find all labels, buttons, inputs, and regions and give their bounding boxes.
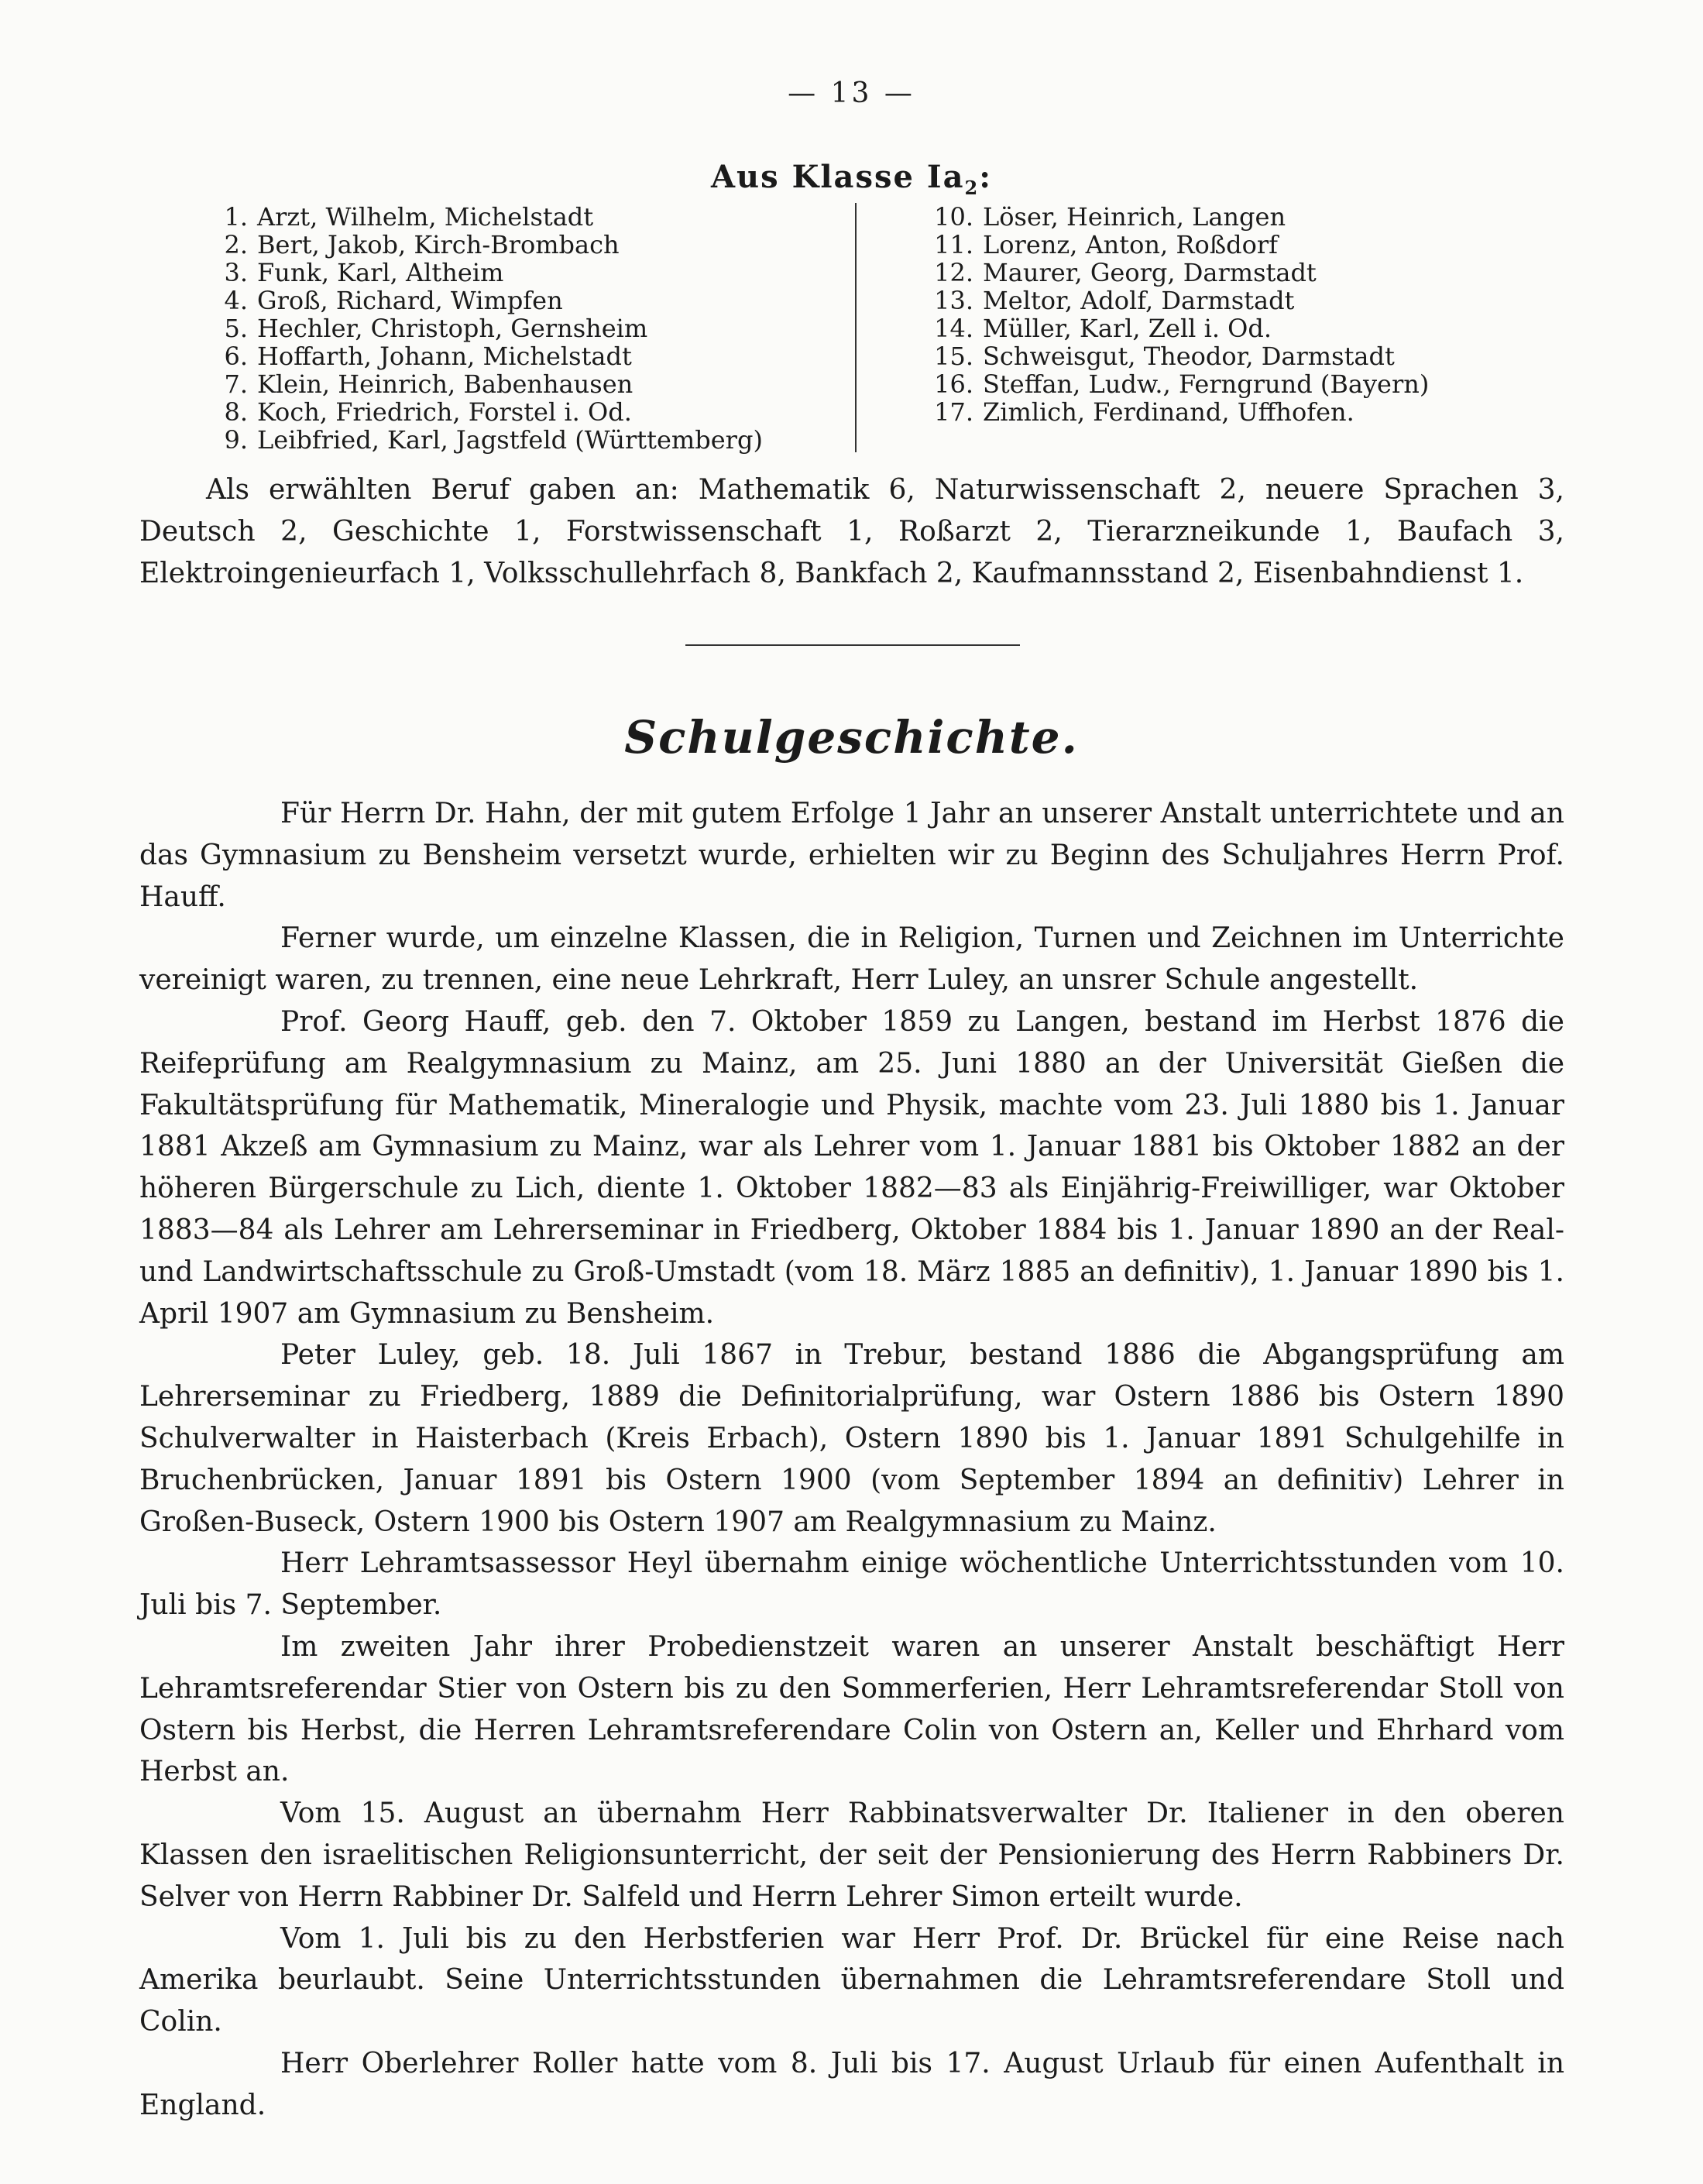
list-item-name: Müller, Karl, Zell i. Od.	[983, 314, 1272, 343]
list-item	[933, 314, 1429, 342]
list-item-name: Klein, Heinrich, Babenhausen	[257, 369, 633, 399]
list-item-name: Koch, Friedrich, Forstel i. Od.	[257, 397, 632, 427]
list-item-number: 5.	[224, 314, 248, 343]
list-item-name: Lorenz, Anton, Roßdorf	[983, 230, 1278, 259]
list-item-number: 3.	[224, 258, 248, 287]
school-history-body	[139, 793, 1564, 2127]
list-item-number: 1.	[224, 202, 248, 232]
list-item	[217, 370, 763, 398]
list-item-number: 7.	[224, 369, 248, 399]
list-item	[933, 287, 1429, 314]
list-item-number: 12.	[934, 258, 973, 287]
list-item-name: Maurer, Georg, Darmstadt	[983, 258, 1317, 287]
list-item-name: Zimlich, Ferdinand, Uffhofen.	[983, 397, 1355, 427]
list-item-number: 4.	[224, 286, 248, 315]
list-item-name: Groß, Richard, Wimpfen	[257, 286, 563, 315]
list-item-name: Arzt, Wilhelm, Michelstadt	[257, 202, 594, 232]
list-item	[217, 231, 763, 259]
class-list-heading-text: Aus Klasse Ia	[711, 159, 965, 195]
list-item	[933, 259, 1429, 287]
list-item-name: Steffan, Ludw., Ferngrund (Bayern)	[983, 369, 1430, 399]
list-item-number: 15.	[934, 342, 973, 371]
student-list-left	[217, 203, 763, 454]
list-item-number: 11.	[934, 230, 973, 259]
paragraph: Für Herrn Dr. Hahn, der mit gutem Erfolge 1 Jahr an unserer Anstalt unterrichtete und an das Gymnasium zu Bensheim versetzt wurde, erhielten wir zu Beginn des Schuljahres Herrn Prof. Hauff.	[139, 798, 1564, 913]
list-item-number: 8.	[224, 397, 248, 427]
paragraph: Prof. Georg Hauff, geb. den 7. Oktober 1859 zu Langen, bestand im Herbst 1876 die Reifeprüfung am Realgymnasium zu Mainz, am 25. Juni 1880 an der Universität Gießen die Fakultätsprüfung für Mathematik, Mineralogie und Physik, machte vom 23. Juli 1880 bis 1. Januar 1881 Akzeß am Gymnasium zu Mainz, war als Lehrer vom 1. Januar 1881 bis Oktober 1882 an der höheren Bürgerschule zu Lich, diente 1. Oktober 1882—83 als Einjährig-Freiwilliger, war Oktober 1883—84 als Lehrer am Lehrerseminar in Friedberg, Oktober 1884 bis 1. Januar 1890 an der Real- und Landwirtschaftsschule zu Groß-Umstadt (vom 18. März 1885 an definitiv), 1. Januar 1890 bis 1. April 1907 am Gymnasium zu Bensheim.	[139, 1005, 1564, 1330]
class-list-heading	[0, 159, 1703, 199]
paragraph: Im zweiten Jahr ihrer Probedienstzeit waren an unserer Anstalt beschäftigt Herr Lehramtsreferendar Stier von Ostern bis zu den Sommerferien, Herr Lehramtsreferendar Stoll von Ostern bis Herbst, die Herren Lehramtsreferendare Colin von Ostern an, Keller und Ehrhard vom Herbst an.	[139, 1630, 1564, 1788]
list-item-number: 2.	[224, 230, 248, 259]
paragraph: Vom 15. August an übernahm Herr Rabbinatsverwalter Dr. Italiener in den oberen Klassen den israelitischen Religionsunterricht, der seit der Pensionierung des Herrn Rabbiners Dr. Selver von Herrn Rabbiner Dr. Salfeld und Herrn Lehrer Simon erteilt wurde.	[139, 1798, 1564, 1913]
list-item-number: 14.	[934, 314, 973, 343]
career-choices-paragraph: Als erwählten Beruf gaben an: Mathematik 6, Naturwissenschaft 2, neuere Sprachen 3, Deutsch 2, Geschichte 1, Forstwissenschaft 1, Roßarzt 2, Tierarzneikunde 1, Baufach 3, Elektroingenieurfach 1, Volksschullehrfach 8, Bankfach 2, Kaufmannsstand 2, Eisenbahndienst 1.	[139, 474, 1564, 589]
list-item	[217, 398, 763, 426]
list-item	[217, 287, 763, 314]
paragraph: Vom 1. Juli bis zu den Herbstferien war Herr Prof. Dr. Brückel für eine Reise nach Amerika beurlaubt. Seine Unterrichtsstunden übernahmen die Lehramtsreferendare Stoll und Colin.	[139, 1922, 1564, 2038]
paragraph: Peter Luley, geb. 18. Juli 1867 in Trebur, bestand 1886 die Abgangsprüfung am Lehrerseminar zu Friedberg, 1889 die Definitorialprüfung, war Ostern 1886 bis Ostern 1890 Schulverwalter in Haisterbach (Kreis Erbach), Ostern 1890 bis 1. Januar 1891 Schulgehilfe in Bruchenbrücken, Januar 1891 bis Ostern 1900 (vom September 1894 an definitiv) Lehrer in Großen-Buseck, Ostern 1900 bis Ostern 1907 am Realgymnasium zu Mainz.	[139, 1339, 1564, 1538]
list-item	[933, 203, 1429, 231]
column-divider	[855, 203, 857, 452]
list-item-name: Schweisgut, Theodor, Darmstadt	[983, 342, 1395, 371]
list-item-number: 16.	[934, 369, 973, 399]
list-item-name: Meltor, Adolf, Darmstadt	[983, 286, 1295, 315]
list-item	[217, 259, 763, 287]
class-list-heading-subscript: 2	[964, 177, 980, 199]
list-item-number: 13.	[934, 286, 973, 315]
page-number: — 13 —	[788, 77, 915, 109]
list-item	[217, 203, 763, 231]
list-item-name: Löser, Heinrich, Langen	[983, 202, 1286, 232]
list-item-name: Bert, Jakob, Kirch-Brombach	[257, 230, 620, 259]
list-item-number: 9.	[224, 425, 248, 455]
paragraph: Ferner wurde, um einzelne Klassen, die in Religion, Turnen und Zeichnen im Unterrichte vereinigt waren, zu trennen, eine neue Lehrkraft, Herr Luley, an unsrer Schule angestellt.	[139, 922, 1564, 997]
paragraph: Herr Lehramtsassessor Heyl übernahm einige wöchentliche Unterrichtsstunden vom 10. Juli bis 7. September.	[139, 1547, 1564, 1622]
section-title: Schulgeschichte.	[624, 711, 1079, 764]
paragraph: Herr Oberlehrer Roller hatte vom 8. Juli bis 17. August Urlaub für einen Aufenthalt in England.	[139, 2047, 1564, 2121]
section-divider	[685, 644, 1020, 646]
list-item-number: 6.	[224, 342, 248, 371]
list-item	[933, 398, 1429, 426]
list-item-name: Funk, Karl, Altheim	[257, 258, 504, 287]
list-item	[217, 342, 763, 370]
list-item-number: 17.	[934, 397, 973, 427]
list-item	[933, 370, 1429, 398]
list-item	[933, 231, 1429, 259]
list-item-name: Hoffarth, Johann, Michelstadt	[257, 342, 632, 371]
list-item	[933, 342, 1429, 370]
student-list-right	[933, 203, 1429, 426]
list-item-name: Hechler, Christoph, Gernsheim	[257, 314, 648, 343]
class-list-heading-colon: :	[979, 159, 992, 195]
list-item	[217, 426, 763, 454]
list-item-number: 10.	[934, 202, 973, 232]
list-item-name: Leibfried, Karl, Jagstfeld (Württemberg)	[257, 425, 763, 455]
list-item	[217, 314, 763, 342]
